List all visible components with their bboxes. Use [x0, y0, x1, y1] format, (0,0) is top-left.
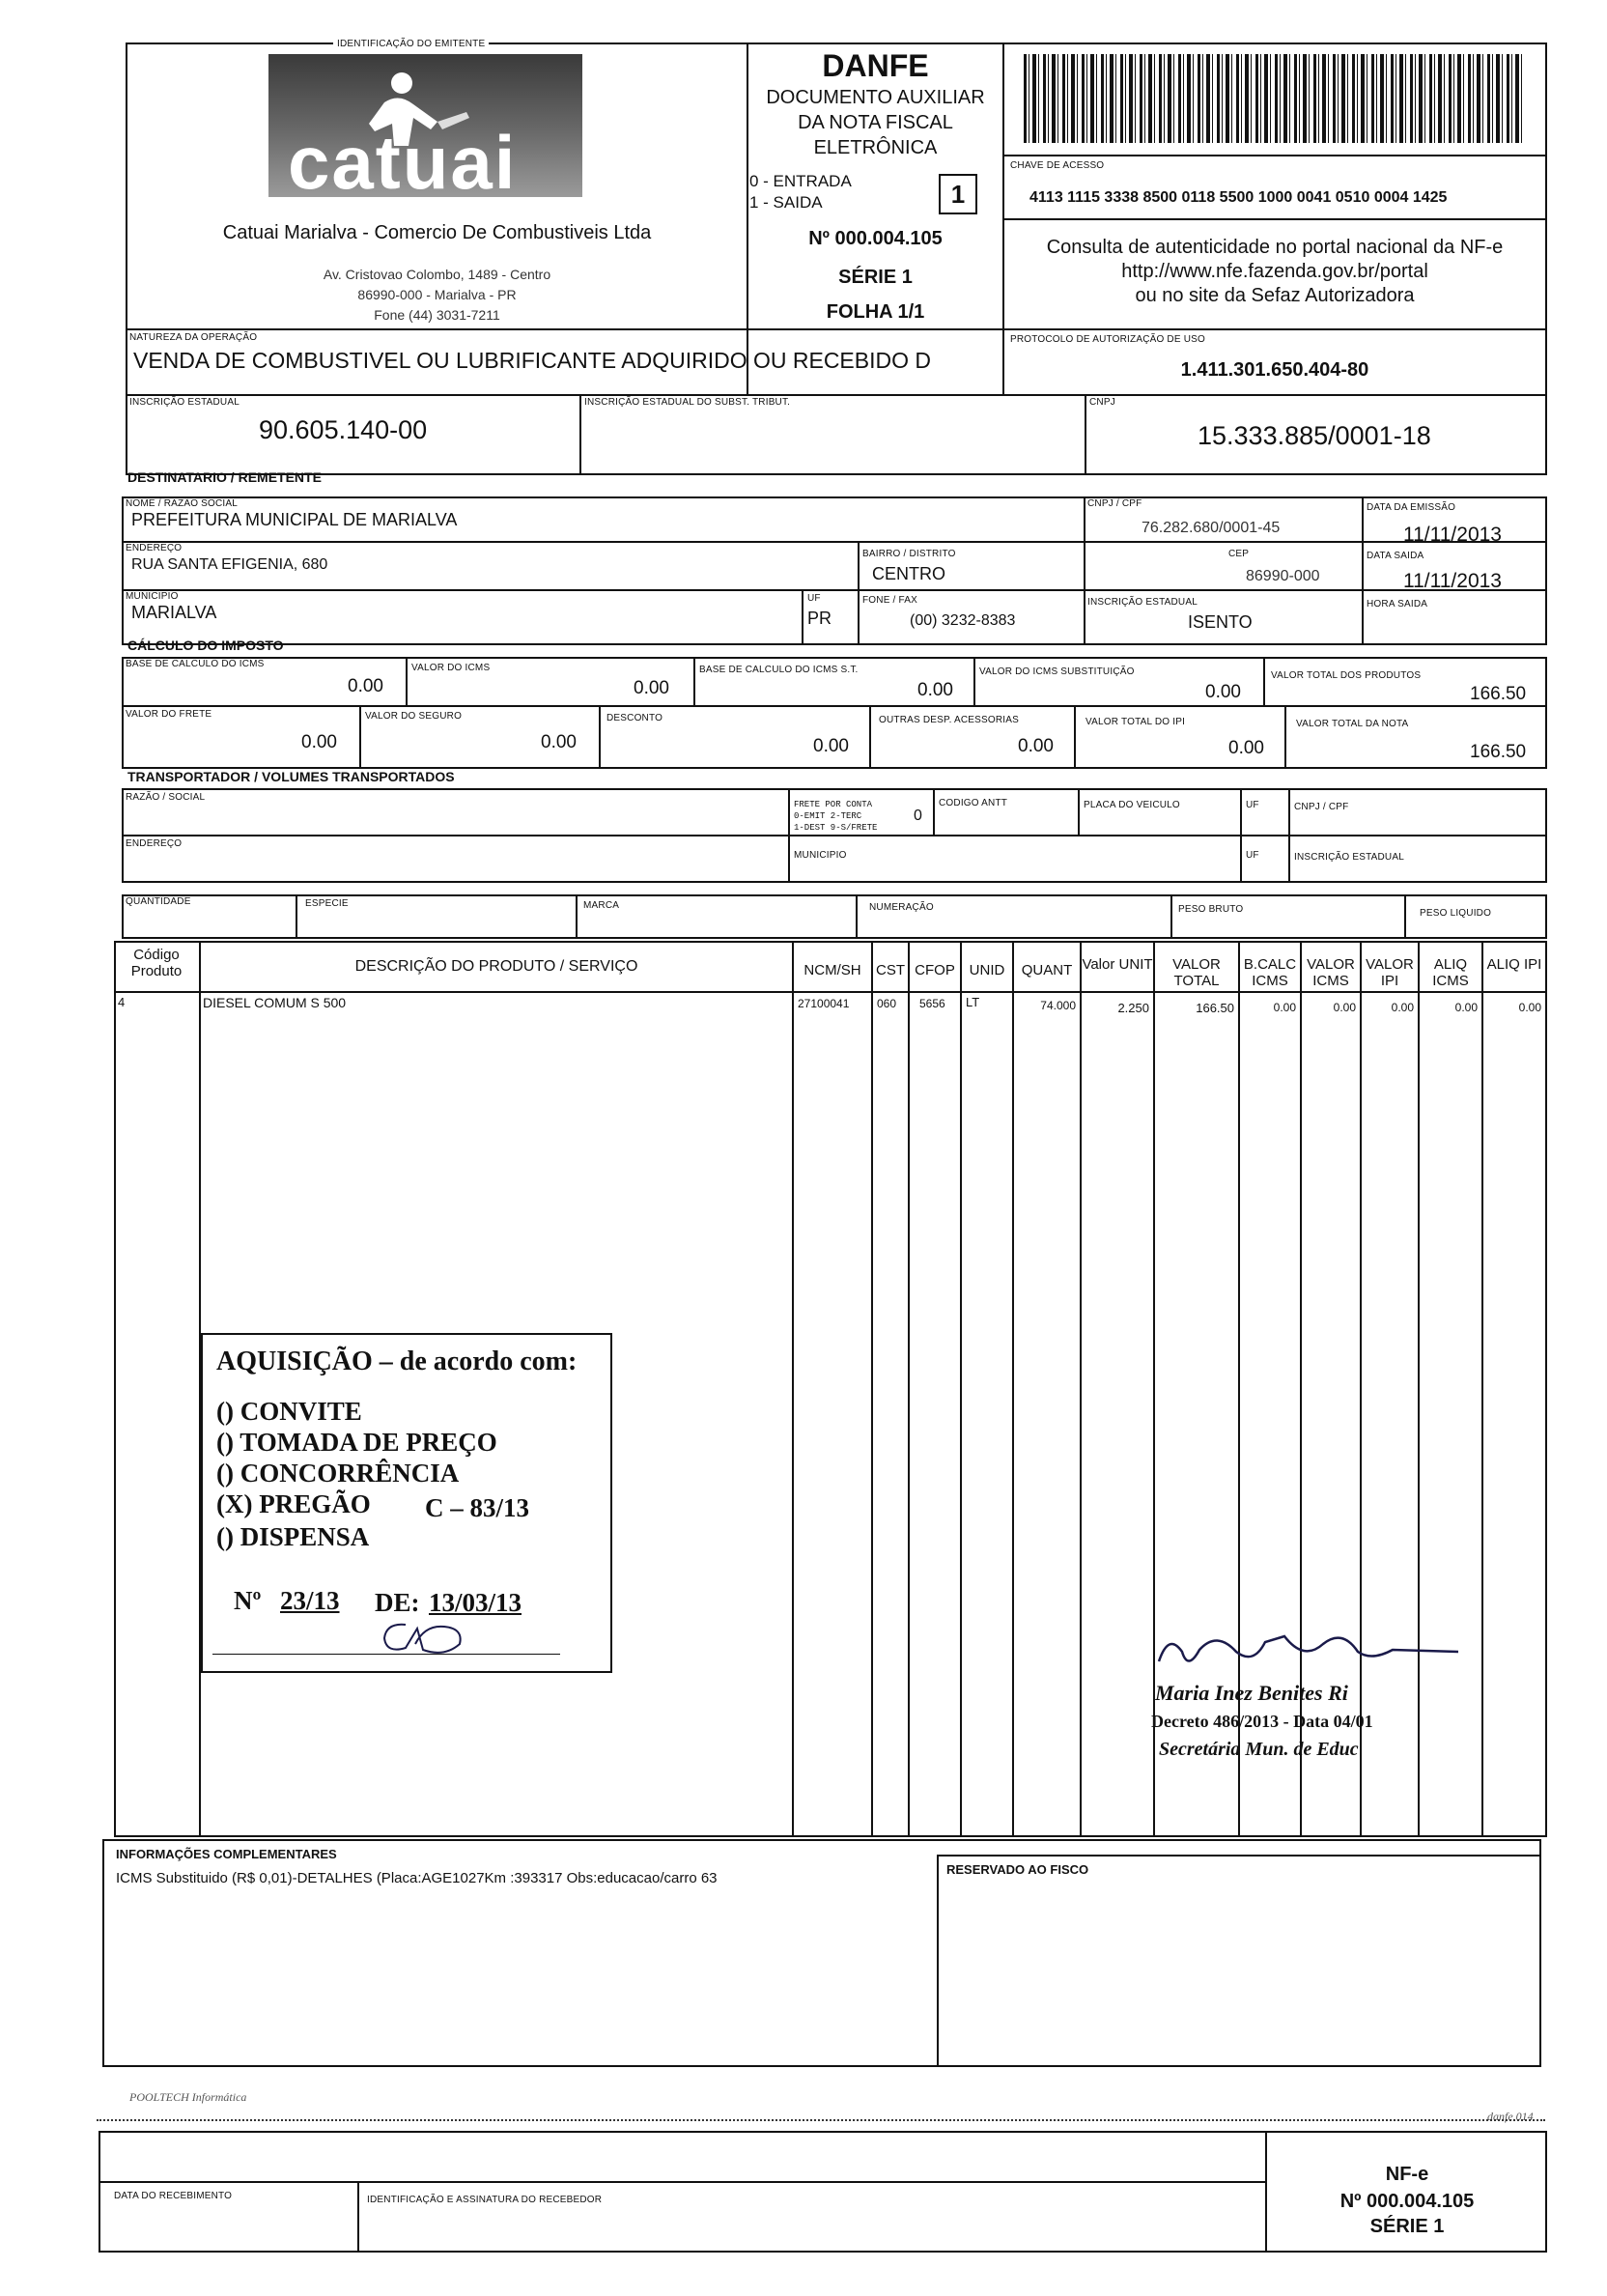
base-icms: 0.00: [348, 676, 383, 696]
base-icms-label: BASE DE CALCULO DO ICMS: [126, 659, 265, 669]
dest-cnpj-label: CNPJ / CPF: [1087, 498, 1142, 509]
divider: [792, 941, 794, 1837]
dest-municipio-label: MUNICIPIO: [126, 591, 179, 602]
chave-label: CHAVE DE ACESSO: [1010, 160, 1105, 171]
divider: [1074, 705, 1076, 769]
divider: [1078, 788, 1080, 835]
col-aipi: ALIQ IPI: [1486, 956, 1542, 973]
danfe-subtitle-3: ELETRÔNICA: [813, 137, 938, 158]
col-codigo: Código Produto: [130, 947, 183, 979]
col-descricao: DESCRIÇÃO DO PRODUTO / SERVIÇO: [354, 958, 638, 975]
dest-ie: ISENTO: [1188, 612, 1253, 632]
signer-decree: Decreto 486/2013 - Data 04/01: [1151, 1712, 1373, 1731]
cell-vtotal: 166.50: [1196, 1001, 1234, 1015]
divider: [960, 941, 962, 1837]
divider: [1240, 788, 1242, 883]
especie-label: ESPECIE: [305, 898, 349, 909]
col-vunit: Valor UNIT: [1082, 956, 1153, 973]
chave-value: 4113 1115 3338 8500 0118 5500 1000 0041 0510 0004 1425: [1029, 189, 1448, 206]
divider: [937, 1855, 939, 2067]
dest-municipio: MARIALVA: [131, 603, 217, 622]
fisco-label: RESERVADO AO FISCO: [946, 1862, 1089, 1877]
stamp-numero-label: Nº: [234, 1586, 262, 1615]
divider: [359, 705, 361, 769]
outras: 0.00: [1018, 736, 1054, 756]
seguro-label: VALOR DO SEGURO: [365, 711, 463, 722]
dest-nome: PREFEITURA MUNICIPAL DE MARIALVA: [131, 510, 458, 529]
seguro: 0.00: [541, 732, 577, 752]
cell-vipi: 0.00: [1391, 1001, 1414, 1014]
transp-ie-label: INSCRIÇÃO ESTADUAL: [1294, 852, 1404, 863]
destinatario-section: DESTINATARIO / REMETENTE: [127, 469, 322, 485]
divider: [576, 894, 578, 939]
placa-label: PLACA DO VEICULO: [1084, 800, 1180, 810]
cell-cfop: 5656: [919, 997, 945, 1010]
cell-codigo: 4: [118, 995, 126, 1009]
divider: [869, 705, 871, 769]
divider: [579, 394, 581, 475]
frete: 0.00: [301, 732, 337, 752]
danfe-numero: Nº 000.004.105: [808, 228, 943, 249]
transportador-section: TRANSPORTADOR / VOLUMES TRANSPORTADOS: [127, 769, 455, 784]
divider: [908, 941, 910, 1837]
danfe-folha: FOLHA 1/1: [826, 301, 925, 323]
divider: [1362, 496, 1364, 645]
dest-fone-label: FONE / FAX: [862, 595, 918, 606]
ie-st-label: INSCRIÇÃO ESTADUAL DO SUBST. TRIBUT.: [584, 397, 791, 408]
col-quant: QUANT: [1021, 962, 1073, 978]
divider: [126, 394, 1547, 396]
danfe-saida: 1 - SAIDA: [749, 193, 823, 212]
col-vtotal: VALOR TOTAL: [1172, 956, 1221, 989]
divider: [1481, 941, 1483, 1837]
divider: [1170, 894, 1172, 939]
canhoto-numero: Nº 000.004.105: [1339, 2191, 1475, 2212]
data-recebimento-label: DATA DO RECEBIMENTO: [114, 2191, 233, 2201]
col-aicms: ALIQ ICMS: [1432, 956, 1469, 989]
qtd-label: QUANTIDADE: [126, 896, 191, 907]
cell-bcalc: 0.00: [1273, 1001, 1296, 1014]
divider: [802, 589, 804, 645]
divider: [1263, 657, 1265, 707]
transp-uf-label: UF: [1246, 800, 1259, 810]
signer-name: Maria Inez Benites Ri: [1155, 1681, 1348, 1705]
id-recebedor-label: IDENTIFICAÇÃO E ASSINATURA DO RECEBEDOR: [367, 2195, 603, 2205]
divider: [1404, 894, 1406, 939]
stamp-opt-pregao: (X) PREGÃO: [216, 1489, 371, 1518]
stamp-opt-convite: () CONVITE: [216, 1397, 362, 1426]
col-unid: UNID: [969, 962, 1005, 978]
dest-cep: 86990-000: [1246, 568, 1320, 584]
divider: [933, 788, 935, 835]
imposto-section: CÁLCULO DO IMPOSTO: [127, 638, 284, 653]
protocolo-label: PROTOCOLO DE AUTORIZAÇÃO DE USO: [1010, 334, 1205, 345]
software-credit: POOLTECH Informática: [129, 2090, 247, 2104]
divider: [406, 657, 408, 707]
stamp-data: 13/03/13: [429, 1588, 522, 1617]
acquisition-stamp: [201, 1333, 612, 1673]
divider: [122, 835, 1547, 836]
ipi: 0.00: [1228, 738, 1264, 758]
emitente-cidade: 86990-000 - Marialva - PR: [357, 287, 517, 302]
emitente-endereco: Av. Cristovao Colombo, 1489 - Centro: [323, 267, 551, 282]
consulta-line-2: http://www.nfe.fazenda.gov.br/portal: [1121, 261, 1428, 282]
complementares-text: ICMS Substituido (R$ 0,01)-DETALHES (Placa:AGE1027Km :393317 Obs:educacao/carro 63: [116, 1870, 718, 1886]
cell-ncm: 27100041: [798, 997, 850, 1010]
transp-razao-label: RAZÃO / SOCIAL: [126, 792, 206, 803]
access-key-barcode: [1024, 54, 1526, 143]
total-nota-label: VALOR TOTAL DA NOTA: [1296, 719, 1409, 729]
transp-cnpj-label: CNPJ / CPF: [1294, 802, 1349, 812]
divider: [1012, 941, 1014, 1837]
canhoto-nfe: NF-e: [1385, 2164, 1429, 2185]
transp-uf2-label: UF: [1246, 850, 1259, 861]
desconto-label: DESCONTO: [606, 713, 663, 723]
complementares-label: INFORMAÇÕES COMPLEMENTARES: [116, 1847, 337, 1861]
divider: [871, 941, 873, 1837]
col-cst: CST: [876, 962, 905, 978]
peso-bruto-label: PESO BRUTO: [1178, 904, 1244, 915]
divider: [99, 2181, 1267, 2183]
canhoto-serie: SÉRIE 1: [1369, 2216, 1445, 2237]
cell-vicms: 0.00: [1333, 1001, 1356, 1014]
col-bcalc: B.CALC ICMS: [1243, 956, 1297, 989]
valor-st: 0.00: [1205, 682, 1241, 702]
transp-municipio-label: MUNICIPIO: [794, 850, 847, 861]
dest-uf: PR: [807, 609, 832, 628]
ie-label: INSCRIÇÃO ESTADUAL: [129, 397, 240, 408]
base-st: 0.00: [917, 680, 953, 700]
divider: [122, 589, 1547, 591]
marca-label: MARCA: [583, 900, 620, 911]
logo-text: catuai: [288, 120, 518, 205]
stamp-opt-dispensa: () DISPENSA: [216, 1522, 370, 1551]
dest-bairro: CENTRO: [872, 564, 945, 583]
danfe-serie: SÉRIE 1: [838, 267, 913, 288]
cell-unid: LT: [966, 995, 980, 1009]
transp-endereco-label: ENDEREÇO: [126, 838, 183, 849]
col-vicms: VALOR ICMS: [1307, 956, 1355, 989]
divider: [693, 657, 695, 707]
divider: [937, 1855, 1541, 1857]
stamp-title: AQUISIÇÃO – de acordo com:: [216, 1346, 578, 1376]
stamp-opt-concorrencia: () CONCORRÊNCIA: [216, 1459, 460, 1488]
outras-label: OUTRAS DESP. ACESSORIAS: [879, 715, 1020, 725]
divider: [856, 894, 858, 939]
frete-conta-1: FRETE POR CONTA: [794, 800, 873, 809]
peso-liq-label: PESO LIQUIDO: [1420, 908, 1492, 919]
divider: [1002, 218, 1547, 220]
frete-conta-value: 0: [914, 808, 922, 824]
dest-cnpj: 76.282.680/0001-45: [1142, 520, 1281, 536]
divider: [1080, 941, 1082, 1837]
valor-st-label: VALOR DO ICMS SUBSTITUIÇÃO: [979, 666, 1135, 677]
antt-label: CODIGO ANTT: [939, 798, 1008, 808]
stamp-numero: 23/13: [280, 1586, 340, 1615]
frete-label: VALOR DO FRETE: [126, 709, 212, 720]
cut-line: [97, 2119, 1545, 2121]
total-nota: 166.50: [1470, 742, 1527, 762]
total-prod-label: VALOR TOTAL DOS PRODUTOS: [1271, 670, 1422, 681]
divider: [1360, 941, 1362, 1837]
dest-saida-label: DATA SAIDA: [1367, 551, 1424, 561]
divider: [1288, 788, 1290, 883]
divider: [788, 788, 790, 883]
cnpj-label: CNPJ: [1089, 397, 1115, 408]
protocolo-value: 1.411.301.650.404-80: [1180, 359, 1369, 381]
divider: [858, 541, 860, 645]
handwritten-signature: [1140, 1623, 1468, 1681]
dest-cep-label: CEP: [1228, 549, 1250, 559]
dest-emissao-label: DATA DA EMISSÃO: [1367, 502, 1456, 513]
natureza-value: VENDA DE COMBUSTIVEL OU LUBRIFICANTE ADQUIRIDO OU RECEBIDO D: [133, 348, 932, 373]
dest-hora-label: HORA SAIDA: [1367, 599, 1428, 609]
form-ref: danfe.014: [1487, 2110, 1534, 2123]
desconto: 0.00: [813, 736, 849, 756]
divider: [122, 705, 1547, 707]
divider: [599, 705, 601, 769]
numeracao-label: NUMERAÇÃO: [869, 902, 934, 913]
cell-aipi: 0.00: [1518, 1001, 1541, 1014]
ipi-label: VALOR TOTAL DO IPI: [1085, 717, 1186, 727]
valor-icms: 0.00: [634, 678, 669, 698]
danfe-subtitle-2: DA NOTA FISCAL: [798, 112, 953, 133]
dest-fone: (00) 3232-8383: [910, 612, 1016, 629]
stamp-pregao-ref: C – 83/13: [425, 1493, 529, 1522]
danfe-title: DANFE: [822, 48, 929, 83]
divider: [296, 894, 297, 939]
divider: [1084, 496, 1085, 645]
col-ncm: NCM/SH: [804, 962, 861, 978]
col-cfop: CFOP: [915, 962, 955, 978]
emitente-label: IDENTIFICAÇÃO DO EMITENTE: [333, 39, 489, 49]
dest-saida: 11/11/2013: [1403, 570, 1502, 592]
divider: [122, 541, 1547, 543]
divider: [1418, 941, 1420, 1837]
divider: [114, 991, 1547, 993]
company-logo: [268, 54, 582, 205]
dest-nome-label: NOME / RAZÃO SOCIAL: [126, 498, 239, 509]
divider: [1284, 705, 1286, 769]
dest-endereco: RUA SANTA EFIGENIA, 680: [131, 556, 328, 573]
frete-conta-2: 0-EMIT 2-TERC: [794, 811, 862, 821]
cell-aicms: 0.00: [1454, 1001, 1478, 1014]
emitente-fone: Fone (44) 3031-7211: [374, 307, 500, 323]
danfe-subtitle-1: DOCUMENTO AUXILIAR: [766, 87, 985, 108]
consulta-line-3: ou no site da Sefaz Autorizadora: [1135, 285, 1415, 306]
cell-vunit: 2.250: [1117, 1001, 1149, 1015]
stamp-opt-tomada: () TOMADA DE PREÇO: [216, 1428, 497, 1457]
total-prod: 166.50: [1470, 684, 1527, 704]
dest-endereco-label: ENDEREÇO: [126, 543, 183, 553]
valor-icms-label: VALOR DO ICMS: [411, 663, 491, 673]
consulta-line-1: Consulta de autenticidade no portal nacional da NF-e: [1046, 237, 1504, 258]
divider: [973, 657, 975, 707]
dest-ie-label: INSCRIÇÃO ESTADUAL: [1087, 597, 1198, 608]
emitente-razao: Catuai Marialva - Comercio De Combustiveis Ltda: [222, 222, 652, 243]
danfe-tipo-box: 1: [939, 174, 977, 214]
natureza-label: NATUREZA DA OPERAÇÃO: [129, 332, 258, 343]
danfe-entrada: 0 - ENTRADA: [749, 172, 852, 190]
dest-emissao: 11/11/2013: [1403, 524, 1502, 546]
col-vipi: VALOR IPI: [1366, 956, 1414, 989]
dest-uf-label: UF: [807, 593, 821, 604]
cell-cst: 060: [877, 997, 897, 1010]
divider: [1002, 155, 1547, 156]
divider: [126, 328, 1547, 330]
signer-role: Secretária Mun. de Educ: [1159, 1739, 1359, 1760]
divider: [357, 2181, 359, 2253]
cnpj-value: 15.333.885/0001-18: [1198, 421, 1431, 450]
frete-conta-3: 1-DEST 9-S/FRETE: [794, 823, 878, 833]
stamp-data-label: DE:: [375, 1588, 420, 1617]
cell-descricao: DIESEL COMUM S 500: [203, 995, 347, 1010]
divider: [1085, 394, 1086, 475]
base-st-label: BASE DE CALCULO DO ICMS S.T.: [699, 665, 859, 675]
ie-value: 90.605.140-00: [259, 415, 428, 444]
cell-quant: 74.000: [1040, 999, 1076, 1012]
dest-bairro-label: BAIRRO / DISTRITO: [862, 549, 956, 559]
initials-signature: [367, 1615, 473, 1663]
